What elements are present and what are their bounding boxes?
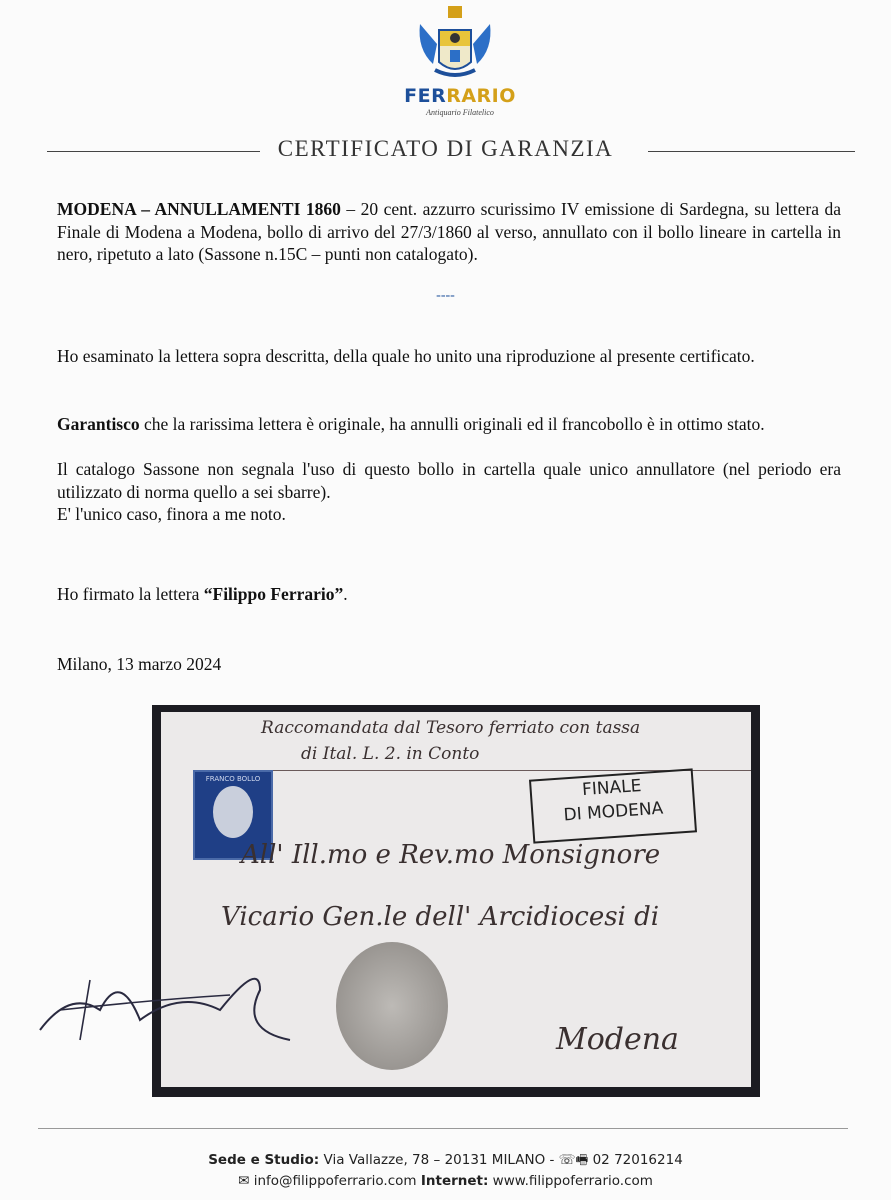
footer-address-text: Via Vallazze, 78 – 20131 MILANO - ☏🖷 02 72016214 (319, 1152, 683, 1168)
title-rule-right (648, 151, 855, 152)
footer-label-sede: Sede e Studio: (208, 1152, 320, 1168)
postmark-line1: FINALE (581, 775, 643, 801)
email-icon: ✉ (238, 1173, 250, 1189)
handwriting-line: Raccomandata dal Tesoro ferriato con tassa (261, 718, 641, 738)
description-paragraph (57, 198, 841, 266)
brand-part1: FER (404, 85, 447, 107)
signed-statement (57, 583, 841, 606)
guarantee-heading: Garantisco (57, 414, 140, 434)
footer-email[interactable]: info@filippoferrario.com (249, 1173, 421, 1189)
coat-of-arms-logo (415, 4, 495, 86)
handwriting-line: di Ital. L. 2. in Conto (301, 744, 480, 764)
footer-label-internet: Internet: (420, 1173, 489, 1189)
handwriting-address: Modena (556, 1022, 679, 1057)
signed-suffix: . (343, 584, 348, 604)
separator: ---- (436, 288, 455, 303)
postmark-finale-di-modena (529, 768, 697, 843)
footer-website[interactable]: www.filippoferrario.com (488, 1173, 653, 1189)
footer-rule (38, 1128, 848, 1129)
place-date: Milano, 13 marzo 2024 (57, 654, 222, 674)
guarantee-paragraph (57, 413, 841, 436)
certificate-title: CERTIFICATO DI GARANZIA (277, 136, 614, 161)
wax-seal (336, 942, 448, 1070)
description-heading: MODENA – ANNULLAMENTI 1860 (57, 199, 341, 219)
catalog-note: Il catalogo Sassone non segnala l'uso di questo bollo in cartella quale unico annullatore (nel periodo era utilizzato di norma quello a sei sbarre). (57, 459, 841, 502)
postmark-line2: DI MODENA (562, 798, 664, 826)
footer-contacts (0, 1173, 891, 1189)
tagline: Antiquario Filatelico (426, 108, 494, 117)
footer-address (0, 1150, 891, 1173)
handwriting-line: All' Ill.mo e Rev.mo Monsignore (241, 840, 661, 870)
examined-paragraph: Ho esaminato la lettera sopra descritta, della quale ho unito una riproduzione al presente certificato. (57, 346, 755, 366)
handwriting-line: Vicario Gen.le dell' Arcidiocesi di (221, 902, 660, 932)
stamp-cameo (213, 786, 253, 838)
signed-prefix: Ho firmato la lettera (57, 584, 204, 604)
unique-case: E' l'unico caso, finora a me noto. (57, 504, 286, 524)
brand-part2: RARIO (446, 85, 516, 107)
signature (30, 950, 310, 1060)
guarantee-text: che la rarissima lettera è originale, ha annulli originali ed il francobollo è in ottimo stato. (139, 414, 765, 434)
stamp-text: FRANCO BOLLO (205, 775, 261, 783)
signed-name: “Filippo Ferrario” (203, 584, 344, 604)
brand-name (380, 85, 540, 107)
description-text: – 20 cent. azzurro scurissimo IV emissione di Sardegna, su lettera da Finale di Modena a Modena, bollo di arrivo del 27/3/1860 al verso, annullato con il bollo lineare in cartella in nero, ripetuto a lato (Sassone n.15C – punti non catalogato). (57, 199, 842, 264)
